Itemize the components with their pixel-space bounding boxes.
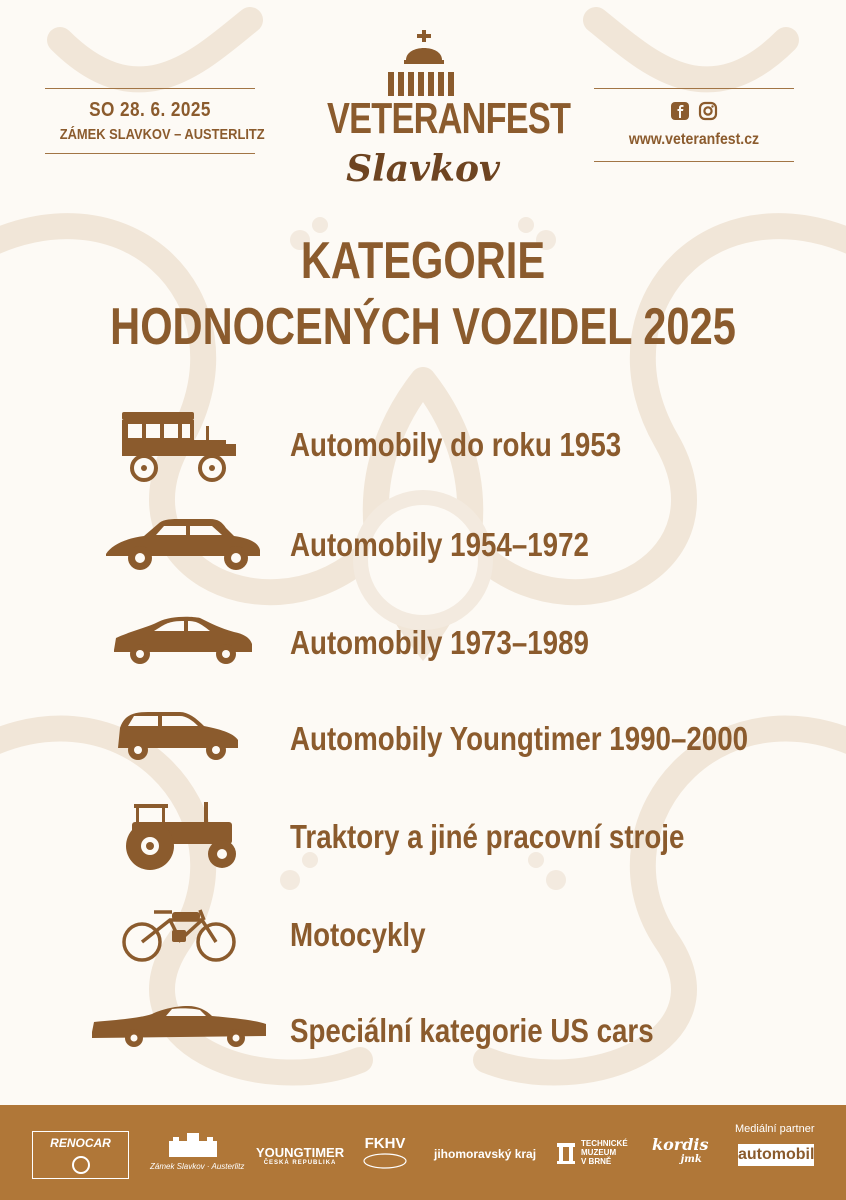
us-car-icon xyxy=(88,992,270,1072)
kordis-text: kordis xyxy=(652,1135,709,1154)
divider xyxy=(594,161,794,162)
fkhv-text: FKHV xyxy=(364,1135,406,1152)
category-label: Speciální kategorie US cars xyxy=(290,1012,654,1049)
youngtimer-subtext: ČESKÁ REPUBLIKA xyxy=(263,1160,337,1166)
social-links xyxy=(594,101,794,123)
museum-line-2: MUZEUM xyxy=(581,1148,617,1157)
renocar-logo xyxy=(32,1131,129,1179)
kordis-subtext: jmk xyxy=(680,1154,702,1165)
tractor-icon xyxy=(88,798,270,878)
category-label: Automobily do roku 1953 xyxy=(290,426,622,463)
event-location: ZÁMEK SLAVKOV – AUSTERLITZ xyxy=(59,126,265,143)
page-title xyxy=(0,228,846,360)
museum-icon xyxy=(555,1141,577,1165)
car-outline-icon xyxy=(362,1152,408,1170)
instagram-icon[interactable] xyxy=(698,101,718,121)
castle-icon xyxy=(165,1131,221,1157)
logo-text: VETERANFEST xyxy=(327,94,571,143)
event-date: SO 28. 6. 2025 xyxy=(89,99,211,121)
coupe-car-icon xyxy=(88,604,270,684)
category-item xyxy=(88,604,788,684)
category-label: Traktory a jiné pracovní stroje xyxy=(290,818,685,855)
divider xyxy=(45,153,255,154)
sponsor-bar xyxy=(0,1105,846,1200)
category-item xyxy=(88,992,788,1072)
museum-line-3: V BRNĚ xyxy=(581,1157,612,1166)
museum-line-1: TECHNICKÉ xyxy=(581,1139,628,1148)
zamek-text: Zámek Slavkov · Austerlitz xyxy=(150,1162,245,1171)
category-item xyxy=(88,506,788,586)
renocar-text: RENOCAR xyxy=(50,1136,111,1150)
category-item xyxy=(88,700,788,780)
motorcycle-icon xyxy=(88,896,270,976)
category-label: Automobily 1954–1972 xyxy=(290,526,589,563)
facebook-icon[interactable] xyxy=(670,101,690,121)
jmk-logo: jihomoravský kraj xyxy=(434,1147,537,1161)
title-line-1: KATEGORIE xyxy=(300,232,546,290)
category-label: Motocykly xyxy=(290,916,426,953)
media-partner-label: Mediální partner xyxy=(735,1123,815,1135)
youngtimer-logo xyxy=(256,1145,344,1166)
title-line-2: HODNOCENÝCH VOZIDEL 2025 xyxy=(110,298,736,356)
museum-text xyxy=(581,1139,628,1166)
zamek-slavkov-logo xyxy=(150,1131,245,1171)
vintage-car-icon xyxy=(88,406,270,486)
veteranfest-logo xyxy=(300,30,571,200)
divider xyxy=(594,88,794,89)
website-link[interactable]: www.veteranfest.cz xyxy=(628,131,760,148)
fkhv-logo xyxy=(362,1135,408,1175)
category-item xyxy=(88,406,788,486)
category-item xyxy=(88,798,788,878)
category-label: Automobily Youngtimer 1990–2000 xyxy=(290,720,749,757)
youngtimer-text: YOUNGTIMER xyxy=(256,1145,345,1160)
automobil-logo: automobil xyxy=(738,1144,814,1166)
event-info xyxy=(45,88,265,154)
category-item xyxy=(88,896,788,976)
kordis-logo xyxy=(652,1135,708,1165)
logo-subtitle: Slavkov xyxy=(346,148,500,190)
hatchback-car-icon xyxy=(88,700,270,780)
divider xyxy=(45,88,255,89)
contact-info xyxy=(594,88,794,162)
category-label: Automobily 1973–1989 xyxy=(290,624,589,661)
classic-car-icon xyxy=(88,506,270,586)
bmw-icon xyxy=(72,1156,90,1174)
